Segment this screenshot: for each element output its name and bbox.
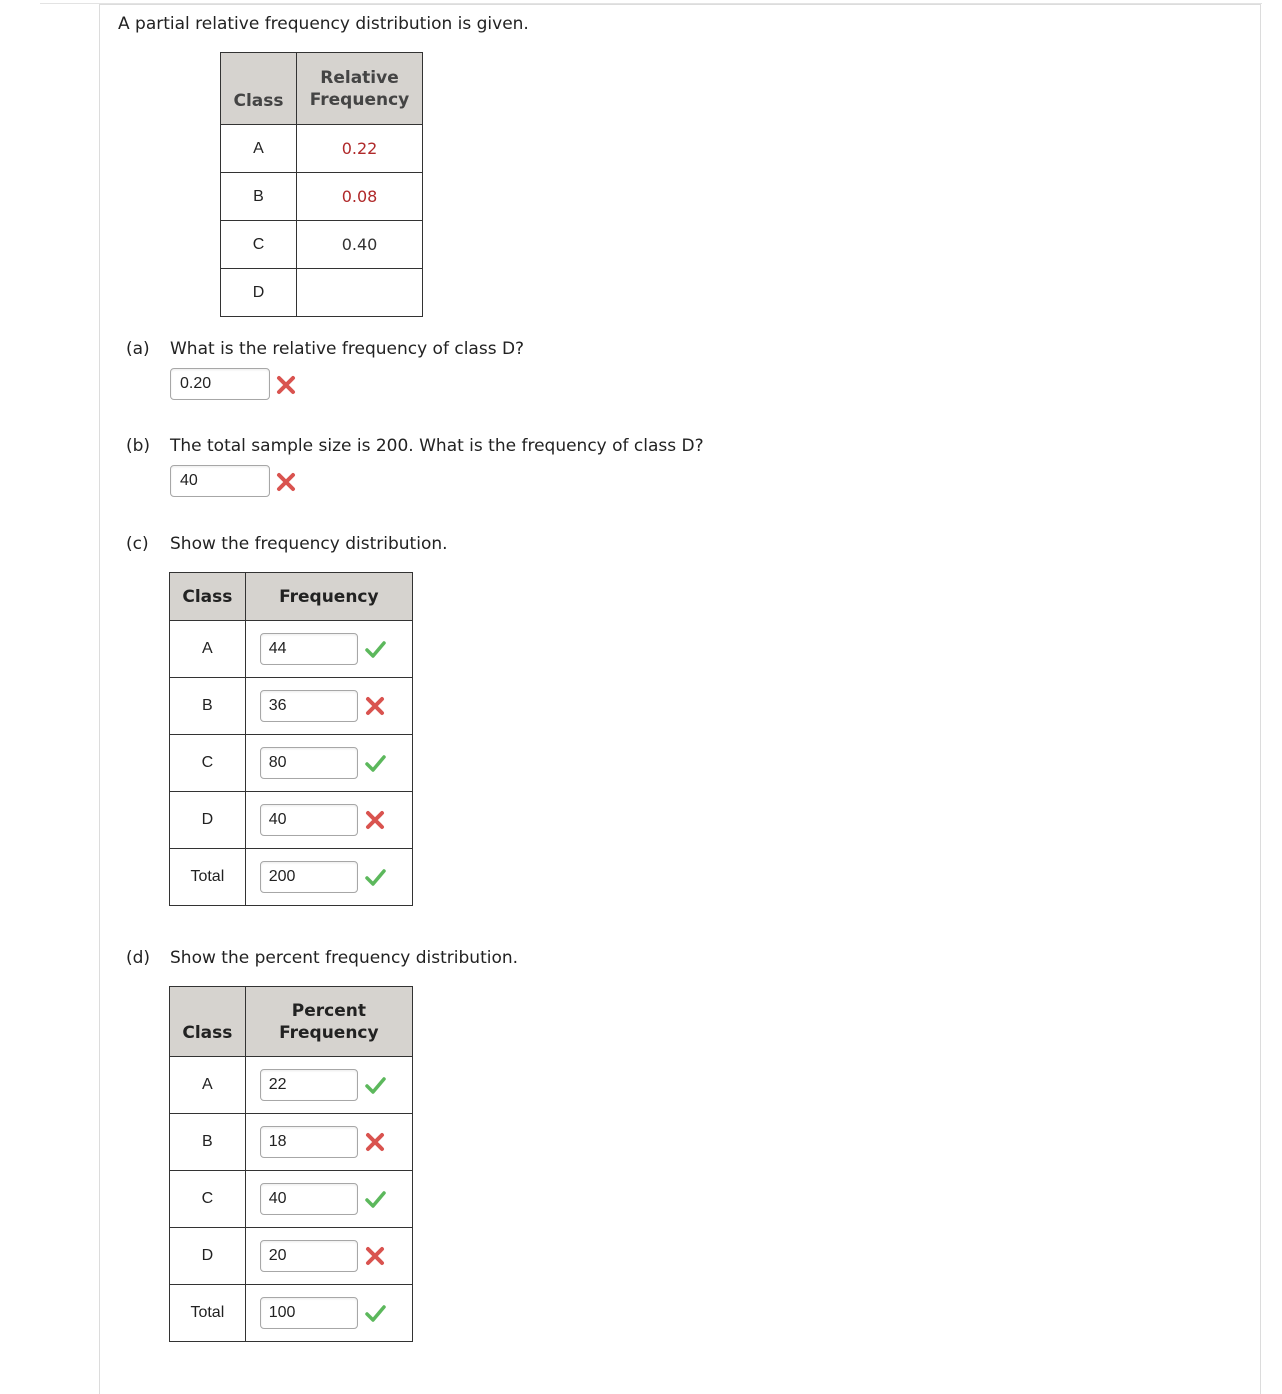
table-row (170, 1285, 413, 1342)
percent-cell (245, 1228, 412, 1285)
frequency-cell (245, 735, 412, 792)
class-cell: D (170, 1228, 246, 1285)
table-row (170, 1114, 413, 1171)
class-cell: D (170, 792, 246, 849)
class-cell: Total (170, 1285, 246, 1342)
header-class: Class (170, 573, 246, 621)
incorrect-x-icon (364, 1131, 386, 1153)
class-cell: A (221, 125, 297, 173)
percent-input[interactable] (260, 1183, 358, 1215)
class-cell: C (221, 221, 297, 269)
table-row (170, 621, 413, 678)
table-row (170, 735, 413, 792)
relative-value: 0.40 (297, 221, 423, 269)
percent-input[interactable] (260, 1240, 358, 1272)
table-row (221, 173, 423, 221)
relative-frequency-table (220, 52, 423, 317)
correct-check-icon (364, 638, 386, 660)
correct-check-icon (364, 1074, 386, 1096)
frequency-cell (245, 792, 412, 849)
percent-cell (245, 1285, 412, 1342)
relative-value: 0.22 (297, 125, 423, 173)
correct-check-icon (364, 752, 386, 774)
table-row (170, 678, 413, 735)
class-cell: B (221, 173, 297, 221)
correct-check-icon (364, 1302, 386, 1324)
part-a-answer-input[interactable] (170, 368, 270, 400)
percent-cell (245, 1171, 412, 1228)
frequency-cell (245, 849, 412, 906)
table-row (221, 269, 423, 317)
intro-text: A partial relative frequency distribution is given. (118, 14, 529, 34)
frequency-cell (245, 621, 412, 678)
frequency-cell (245, 678, 412, 735)
percent-input[interactable] (260, 1297, 358, 1329)
table-row (221, 125, 423, 173)
relative-value: 0.08 (297, 173, 423, 221)
header-relative-frequency: Relative Frequency (297, 53, 423, 125)
class-cell: B (170, 1114, 246, 1171)
table-row (170, 1171, 413, 1228)
incorrect-x-icon (275, 374, 297, 396)
incorrect-x-icon (364, 809, 386, 831)
header-class: Class (221, 53, 297, 125)
frequency-input[interactable] (260, 633, 358, 665)
table-row (170, 792, 413, 849)
frequency-input[interactable] (260, 804, 358, 836)
relative-value (297, 269, 423, 317)
class-cell: D (221, 269, 297, 317)
class-cell: C (170, 735, 246, 792)
correct-check-icon (364, 866, 386, 888)
frequency-input[interactable] (260, 861, 358, 893)
incorrect-x-icon (364, 695, 386, 717)
class-cell: C (170, 1171, 246, 1228)
table-row (170, 849, 413, 906)
header-class: Class (170, 987, 246, 1057)
incorrect-x-icon (275, 471, 297, 493)
incorrect-x-icon (364, 1245, 386, 1267)
part-b-answer-input[interactable] (170, 465, 270, 497)
frequency-input[interactable] (260, 690, 358, 722)
part-c-question: (c) Show the frequency distribution. (126, 534, 448, 554)
percent-cell (245, 1057, 412, 1114)
class-cell: Total (170, 849, 246, 906)
percent-cell (245, 1114, 412, 1171)
class-cell: B (170, 678, 246, 735)
percent-frequency-table (169, 986, 413, 1342)
part-d-question: (d) Show the percent frequency distribution. (126, 948, 519, 968)
percent-input[interactable] (260, 1126, 358, 1158)
frequency-distribution-table (169, 572, 413, 906)
correct-check-icon (364, 1188, 386, 1210)
table-row (170, 1057, 413, 1114)
percent-input[interactable] (260, 1069, 358, 1101)
part-b-question: (b) The total sample size is 200. What is the frequency of class D? (126, 436, 704, 456)
class-cell: A (170, 1057, 246, 1114)
table-row (170, 1228, 413, 1285)
header-percent-frequency: Percent Frequency (245, 987, 412, 1057)
class-cell: A (170, 621, 246, 678)
header-frequency: Frequency (245, 573, 412, 621)
part-a-question: (a) What is the relative frequency of class D? (126, 339, 525, 359)
table-row (221, 221, 423, 269)
frequency-input[interactable] (260, 747, 358, 779)
